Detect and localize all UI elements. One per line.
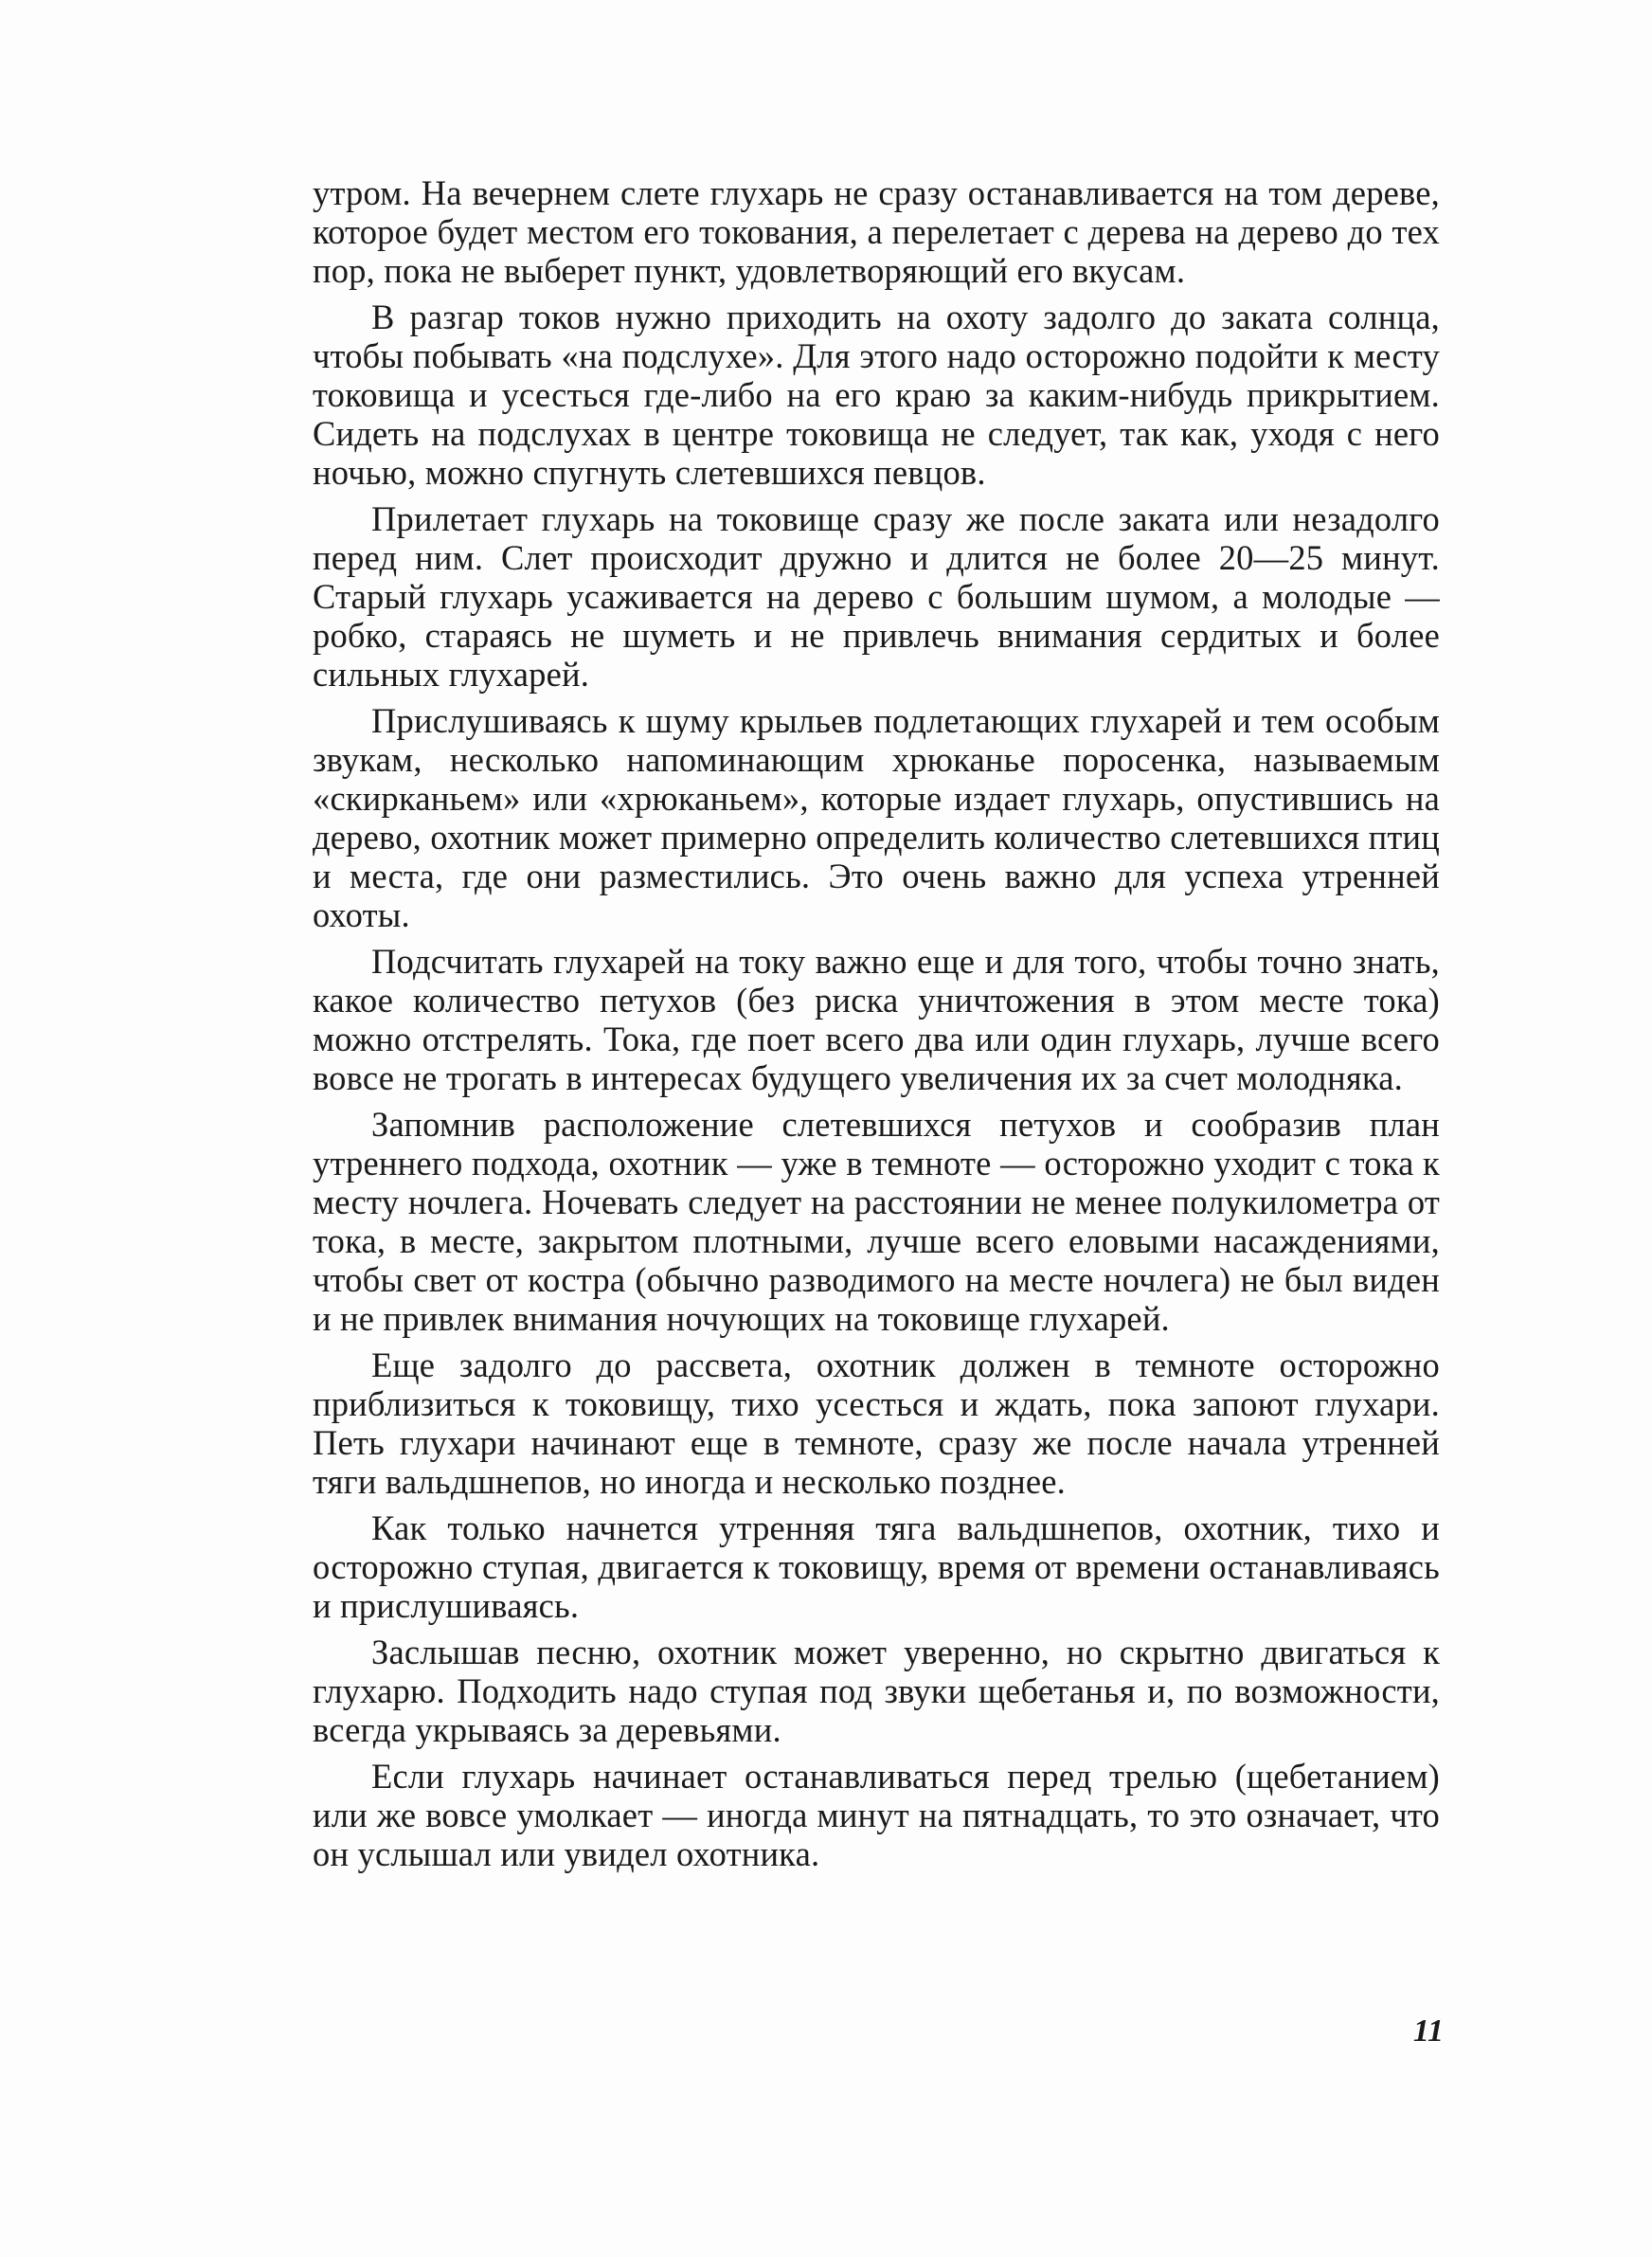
paragraph-6: Запомнив расположение слетевшихся петухов и сообразив план утреннего подхода, охотник — уже в темноте — осторожно уходит с тока к месту ночлега. Ночевать следует на расстоянии не менее полукилометра от тока, в месте, закрытом плотными, лучше всего еловыми насаждениями, чтобы свет от костра (обычно разводимого на месте ночлега) не был виден и не привлек внимания ночующих на токовище глухарей. bbox=[313, 1105, 1440, 1338]
paragraph-4: Прислушиваясь к шуму крыльев подлетающих глухарей и тем особым звукам, несколько напоминающим хрюканье поросенка, называемым «скирканьем» или «хрюканьем», которые издает глухарь, опустившись на дерево, охотник может примерно определить количество слетевшихся птиц и места, где они разместились. Это очень важно для успеха утренней охоты. bbox=[313, 701, 1440, 934]
body-text bbox=[313, 173, 1440, 1873]
paragraph-8: Как только начнется утренняя тяга вальдшнепов, охотник, тихо и осторожно ступая, двигается к токовищу, время от времени останавливаясь и прислушиваясь. bbox=[313, 1508, 1440, 1625]
page-number: 11 bbox=[1412, 2013, 1444, 2049]
paragraph-3: Прилетает глухарь на токовище сразу же после заката или незадолго перед ним. Слет происходит дружно и длится не более 20—25 минут. Старый глухарь усаживается на дерево с большим шумом, а молодые — робко, стараясь не шуметь и не привлечь внимания сердитых и более сильных глухарей. bbox=[313, 499, 1440, 694]
paragraph-1: утром. На вечернем слете глухарь не сразу останавливается на том дереве, которое будет местом его токования, а перелетает с дерева на дерево до тех пор, пока не выберет пункт, удовлетворяющий его вкусам. bbox=[313, 173, 1440, 290]
paragraph-7: Еще задолго до рассвета, охотник должен в темноте осторожно приблизиться к токовищу, тихо усесться и ждать, пока запоют глухари. Петь глухари начинают еще в темноте, сразу же после начала утренней тяги вальдшнепов, но иногда и несколько позднее. bbox=[313, 1345, 1440, 1501]
paragraph-9: Заслышав песню, охотник может уверенно, но скрытно двигаться к глухарю. Подходить надо ступая под звуки щебетанья и, по возможности, всегда укрываясь за деревьями. bbox=[313, 1633, 1440, 1749]
paragraph-2: В разгар токов нужно приходить на охоту задолго до заката солнца, чтобы побывать «на подслухе». Для этого надо осторожно подойти к месту токовища и усесться где-либо на его краю за каким-нибудь прикрытием. Сидеть на подслухах в центре токовища не следует, так как, уходя с него ночью, можно спугнуть слетевшихся певцов. bbox=[313, 298, 1440, 492]
paragraph-5: Подсчитать глухарей на току важно еще и для того, чтобы точно знать, какое количество петухов (без риска уничтожения в этом месте тока) можно отстрелять. Тока, где поет всего два или один глухарь, лучше всего вовсе не трогать в интересах будущего увеличения их за счет молодняка. bbox=[313, 942, 1440, 1097]
paragraph-10: Если глухарь начинает останавливаться перед трелью (щебетанием) или же вовсе умолкает — иногда минут на пятнадцать, то это означает, что он услышал или увидел охотника. bbox=[313, 1757, 1440, 1873]
